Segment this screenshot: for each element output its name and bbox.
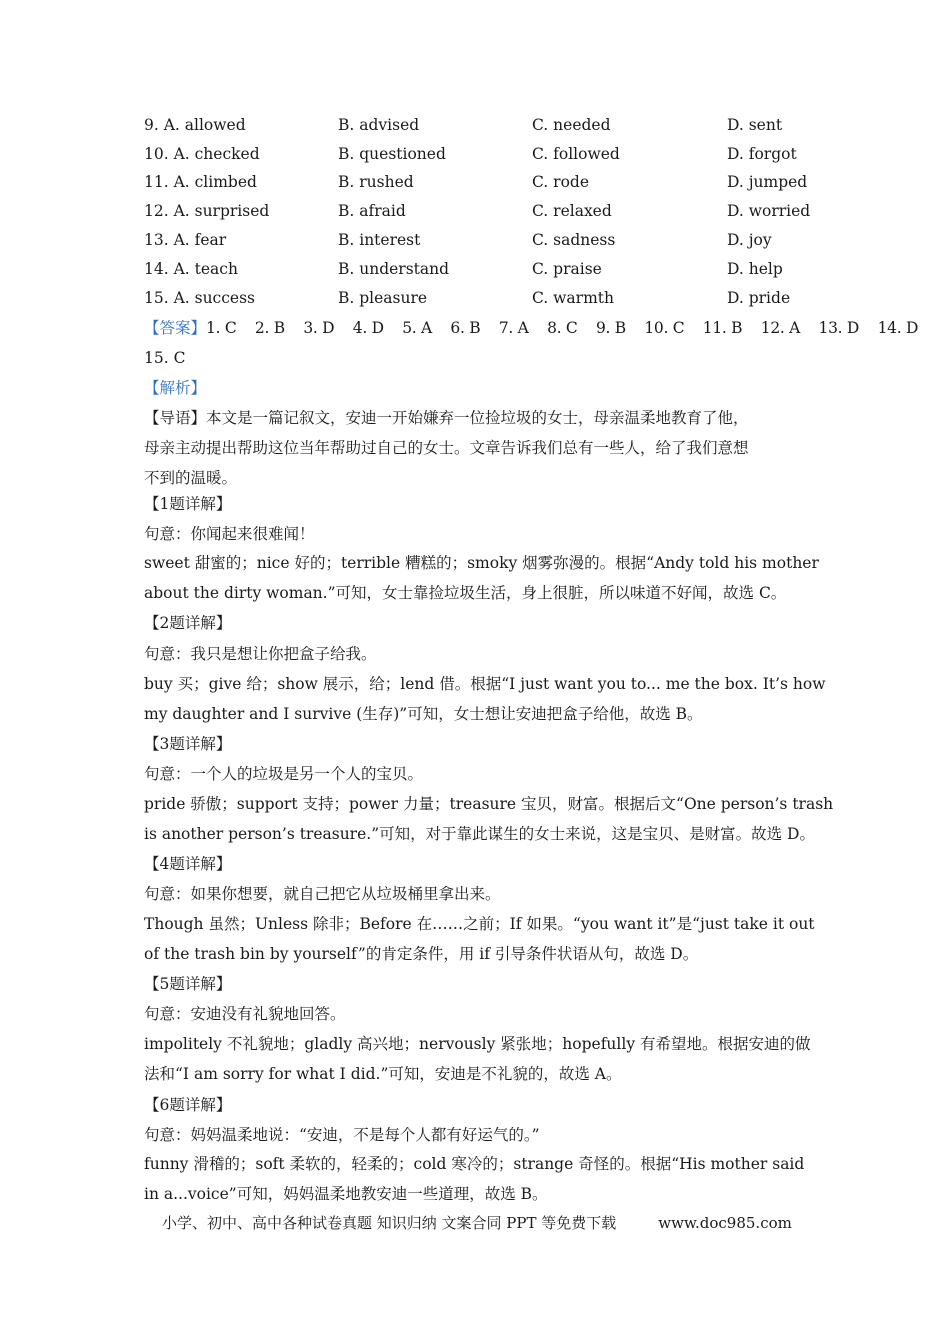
option-b: B. afraid — [338, 202, 406, 220]
text-line: 句意：我只是想让你把盒子给我。 — [144, 645, 377, 663]
option-c: C. followed — [532, 145, 620, 163]
answer-line-2: 15. C — [144, 349, 186, 367]
text-line: sweet 甜蜜的；nice 好的；terrible 糟糕的；smoky 烟雾弥漫的。根据“Andy told his mother — [144, 554, 819, 572]
text-line: 母亲主动提出帮助这位当年帮助过自己的女士。文章告诉我们总有一些人，给了我们意想 — [144, 439, 749, 457]
text-line: 句意：如果你想要，就自己把它从垃圾桶里拿出来。 — [144, 885, 501, 903]
section-heading: 【5题详解】 — [144, 975, 232, 993]
text-line: 【导语】本文是一篇记叙文，安迪一开始嫌弃一位捡垃圾的女士，母亲温柔地教育了他， — [144, 409, 749, 427]
text-line: 句意：安迪没有礼貌地回答。 — [144, 1005, 346, 1023]
option-b: B. questioned — [338, 145, 446, 163]
option-a: 14. A. teach — [144, 260, 238, 278]
text-line: buy 买；give 给；show 展示，给；lend 借。根据“I just want you to... me the box. It’s how — [144, 675, 826, 693]
section-heading: 【4题详解】 — [144, 855, 232, 873]
section-heading: 【1题详解】 — [144, 495, 232, 513]
text-line: 法和“I am sorry for what I did.”可知，安迪是不礼貌的，故选 A。 — [144, 1065, 622, 1083]
option-b: B. understand — [338, 260, 450, 278]
analysis-tag: 【解析】 — [144, 379, 207, 397]
option-c: C. needed — [532, 116, 611, 134]
answer-tag: 【答案】 — [144, 319, 207, 337]
option-b: B. pleasure — [338, 289, 428, 307]
section-heading: 【2题详解】 — [144, 614, 232, 632]
text-line: 句意：一个人的垃圾是另一个人的宝贝。 — [144, 765, 424, 783]
option-a: 9. A. allowed — [144, 116, 246, 134]
option-d: D. jumped — [727, 173, 808, 191]
option-c: C. warmth — [532, 289, 614, 307]
option-a: 10. A. checked — [144, 145, 260, 163]
footer-site-link[interactable]: www.doc985.com — [658, 1214, 792, 1232]
option-d: D. forgot — [727, 145, 797, 163]
text-line: 句意：妈妈温柔地说：“安迪，不是每个人都有好运气的。” — [144, 1126, 540, 1144]
text-line: of the trash bin by yourself”的肯定条件，用 if 引导条件状语从句，故选 D。 — [144, 945, 699, 963]
option-b: B. rushed — [338, 173, 414, 191]
text-line: Though 虽然；Unless 除非；Before 在……之前；If 如果。“you want it”是“just take it out — [144, 915, 815, 933]
section-heading: 【6题详解】 — [144, 1096, 232, 1114]
text-line: funny 滑稽的；soft 柔软的，轻柔的；cold 寒冷的；strange 奇怪的。根据“His mother said — [144, 1155, 805, 1173]
option-c: C. praise — [532, 260, 602, 278]
option-a: 11. A. climbed — [144, 173, 257, 191]
option-d: D. help — [727, 260, 783, 278]
text-line: my daughter and I survive (生存)”可知，女士想让安迪把盒子给他，故选 B。 — [144, 705, 703, 723]
option-d: D. sent — [727, 116, 783, 134]
option-b: B. advised — [338, 116, 420, 134]
text-line: about the dirty woman.”可知，女士靠捡垃圾生活，身上很脏，所以味道不好闻，故选 C。 — [144, 584, 787, 602]
text-line: 不到的温暖。 — [144, 469, 238, 487]
option-a: 12. A. surprised — [144, 202, 270, 220]
option-a: 13. A. fear — [144, 231, 227, 249]
option-a: 15. A. success — [144, 289, 256, 307]
footer-text: 小学、初中、高中各种试卷真题 知识归纳 文案合同 PPT 等免费下载 — [162, 1214, 617, 1232]
text-line: in a...voice”可知，妈妈温柔地教安迪一些道理，故选 B。 — [144, 1185, 548, 1203]
option-d: D. joy — [727, 231, 772, 249]
text-line: impolitely 不礼貌地；gladly 高兴地；nervously 紧张地；hopefully 有希望地。根据安迪的做 — [144, 1035, 811, 1053]
answer-keys: 1. C 2. B 3. D 4. D 5. A 6. B 7. A 8. C 9. B 10. C 11. B 12. A 13. D 14. D — [206, 319, 919, 337]
text-line: pride 骄傲；support 支持；power 力量；treasure 宝贝，财富。根据后文“One person’s trash — [144, 795, 834, 813]
text-line: 句意：你闻起来很难闻！ — [144, 525, 315, 543]
answer-line — [144, 313, 919, 343]
option-c: C. relaxed — [532, 202, 612, 220]
option-c: C. sadness — [532, 231, 616, 249]
option-b: B. interest — [338, 231, 421, 249]
option-d: D. pride — [727, 289, 791, 307]
text-line: is another person’s treasure.”可知，对于靠此谋生的女士来说，这是宝贝、是财富。故选 D。 — [144, 825, 815, 843]
section-heading: 【3题详解】 — [144, 735, 232, 753]
option-d: D. worried — [727, 202, 811, 220]
page-footer — [162, 1210, 792, 1236]
option-c: C. rode — [532, 173, 589, 191]
